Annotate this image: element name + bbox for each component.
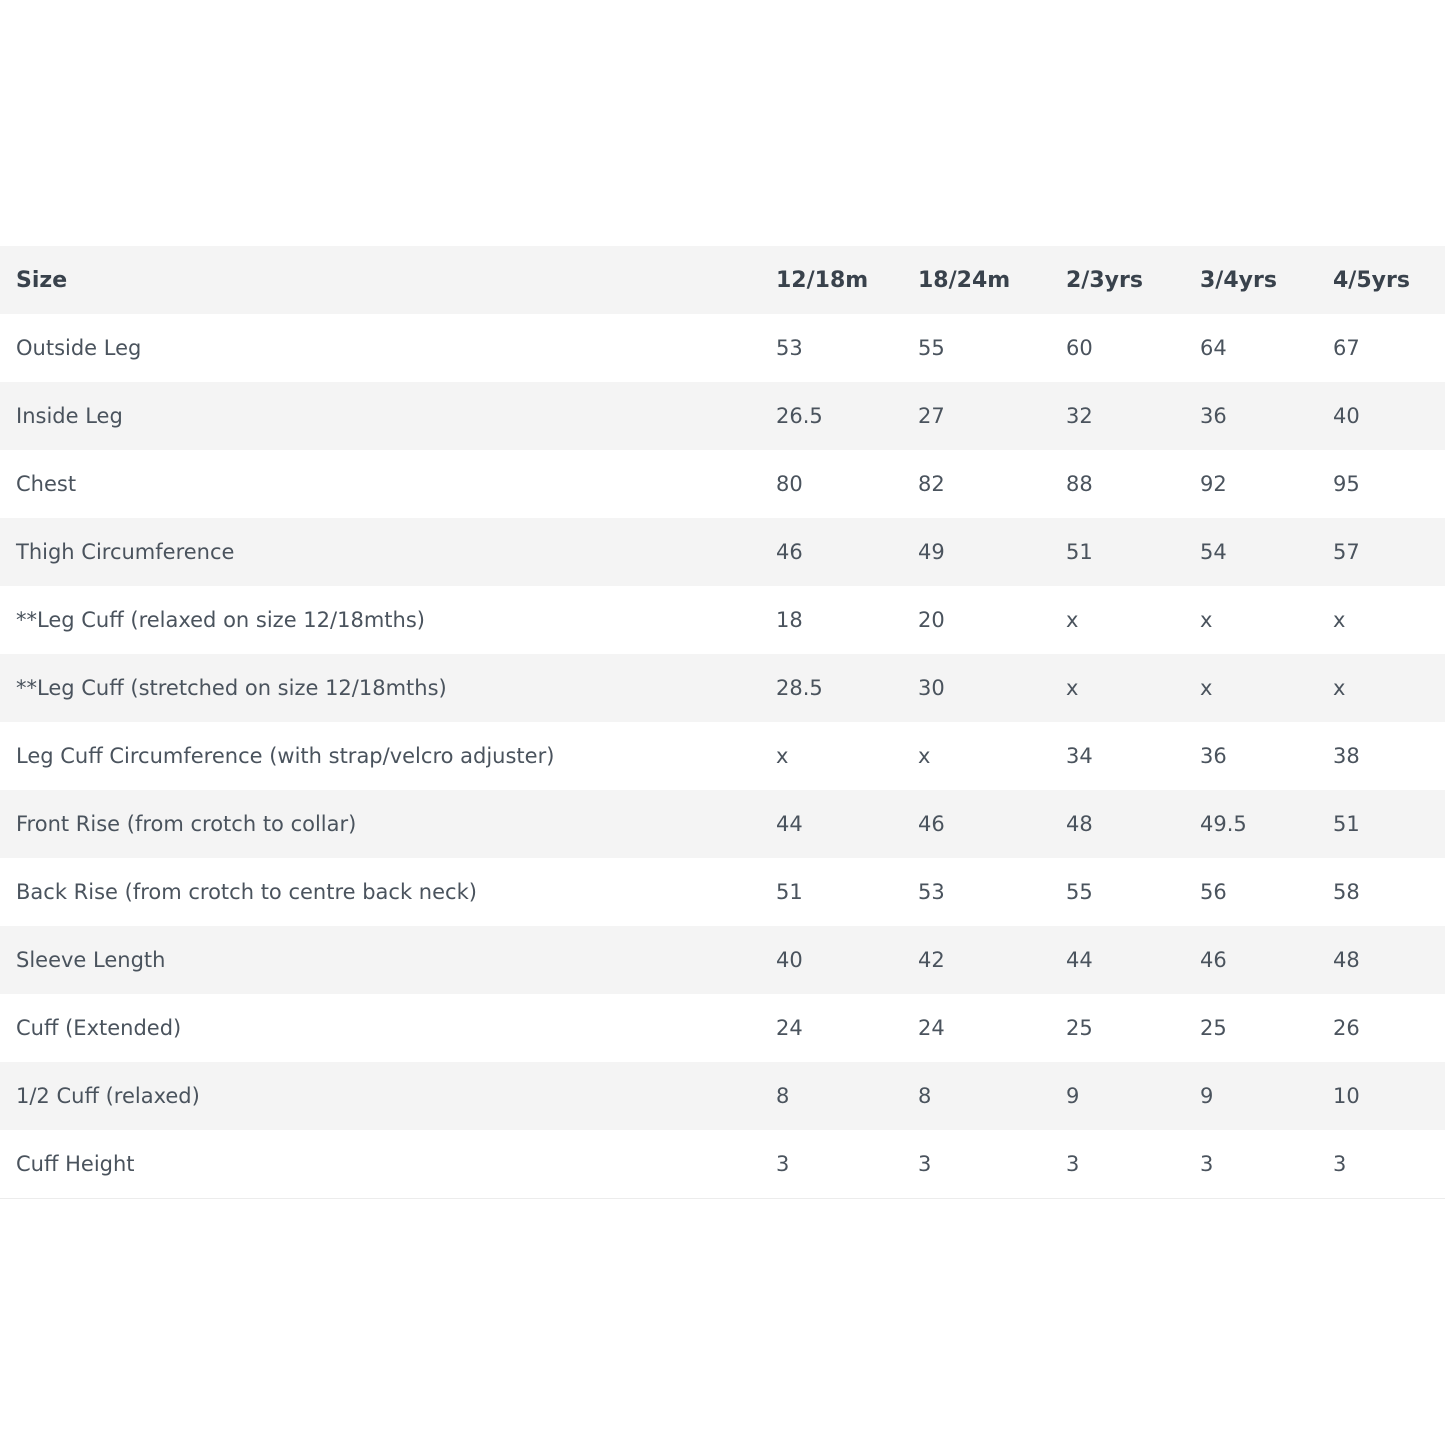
header-cell-2-3yrs: 2/3yrs: [1066, 267, 1143, 293]
measurement-value: 44: [776, 812, 803, 836]
table-row: [0, 314, 1445, 382]
measurement-value: 8: [918, 1084, 932, 1108]
measurement-label: Cuff (Extended): [16, 1016, 182, 1040]
measurement-value: 46: [918, 812, 945, 836]
size-chart-table: [0, 246, 1445, 1199]
measurement-value: 30: [918, 676, 945, 700]
measurement-label: **Leg Cuff (relaxed on size 12/18mths): [16, 608, 425, 632]
measurement-value: 3: [776, 1151, 790, 1176]
measurement-value: 3: [1333, 1151, 1347, 1176]
table-row: [0, 1062, 1445, 1130]
table-row: [0, 450, 1445, 518]
measurement-value: 82: [918, 472, 945, 496]
header-cell-18-24m: 18/24m: [918, 267, 1011, 293]
measurement-value: 10: [1333, 1084, 1360, 1108]
header-cell-3-4yrs: 3/4yrs: [1200, 267, 1277, 293]
measurement-value: 48: [1333, 948, 1360, 972]
measurement-value: 9: [1066, 1084, 1080, 1108]
measurement-value: 24: [776, 1016, 803, 1040]
measurement-value: 20: [918, 608, 945, 632]
measurement-value: 54: [1200, 540, 1227, 564]
measurement-value: 40: [776, 948, 803, 972]
table-row: [0, 382, 1445, 450]
header-cell-12-18m: 12/18m: [776, 267, 869, 293]
measurement-value: 46: [776, 540, 803, 564]
measurement-value: 51: [1333, 812, 1360, 836]
measurement-value: 28.5: [776, 676, 823, 700]
measurement-value: 95: [1333, 472, 1360, 496]
measurement-value: 60: [1066, 336, 1093, 360]
measurement-value: 88: [1066, 472, 1093, 496]
measurement-label: Chest: [16, 472, 77, 496]
measurement-value: x: [918, 744, 931, 768]
measurement-value: 92: [1200, 472, 1227, 496]
measurement-value: 80: [776, 472, 803, 496]
size-chart-body: [0, 314, 1445, 1198]
measurement-label: Cuff Height: [16, 1151, 135, 1176]
measurement-value: 36: [1200, 404, 1227, 428]
measurement-label: Back Rise (from crotch to centre back neck): [16, 880, 477, 904]
table-row: [0, 722, 1445, 790]
measurement-label: 1/2 Cuff (relaxed): [16, 1084, 200, 1108]
measurement-value: x: [1066, 676, 1079, 700]
measurement-value: 42: [918, 948, 945, 972]
table-row: [0, 926, 1445, 994]
measurement-value: 3: [918, 1151, 932, 1176]
measurement-value: 25: [1066, 1016, 1093, 1040]
measurement-value: 53: [918, 880, 945, 904]
table-row: [0, 994, 1445, 1062]
measurement-value: 46: [1200, 948, 1227, 972]
header-cell-size: Size: [16, 267, 68, 293]
measurement-value: x: [1333, 608, 1346, 632]
measurement-value: 67: [1333, 336, 1360, 360]
header-row: [0, 246, 1445, 314]
measurement-label: Outside Leg: [16, 336, 142, 360]
measurement-value: 26: [1333, 1016, 1360, 1040]
measurement-value: x: [776, 744, 789, 768]
measurement-value: 51: [776, 880, 803, 904]
measurement-value: 24: [918, 1016, 945, 1040]
table-row: [0, 586, 1445, 654]
measurement-label: Front Rise (from crotch to collar): [16, 812, 357, 836]
measurement-value: 34: [1066, 744, 1093, 768]
table-row: [0, 1130, 1445, 1198]
measurement-value: 8: [776, 1084, 790, 1108]
table-row: [0, 790, 1445, 858]
measurement-value: x: [1200, 676, 1213, 700]
measurement-value: 55: [918, 336, 945, 360]
measurement-label: Inside Leg: [16, 404, 123, 428]
measurement-value: 27: [918, 404, 945, 428]
measurement-label: **Leg Cuff (stretched on size 12/18mths): [16, 676, 447, 700]
header-cell-4-5yrs: 4/5yrs: [1333, 267, 1410, 293]
table-row: [0, 858, 1445, 926]
measurement-label: Sleeve Length: [16, 948, 166, 972]
measurement-value: 38: [1333, 744, 1360, 768]
measurement-value: 32: [1066, 404, 1093, 428]
table-row: [0, 654, 1445, 722]
size-chart-header: [0, 246, 1445, 314]
measurement-label: Thigh Circumference: [16, 540, 235, 564]
measurement-value: 26.5: [776, 404, 823, 428]
measurement-value: 51: [1066, 540, 1093, 564]
measurement-value: 48: [1066, 812, 1093, 836]
measurement-value: 64: [1200, 336, 1227, 360]
measurement-value: 49.5: [1200, 812, 1247, 836]
measurement-value: 25: [1200, 1016, 1227, 1040]
measurement-value: 9: [1200, 1084, 1214, 1108]
measurement-value: 53: [776, 336, 803, 360]
measurement-value: 3: [1066, 1151, 1080, 1176]
measurement-value: 3: [1200, 1151, 1214, 1176]
measurement-value: 55: [1066, 880, 1093, 904]
measurement-value: x: [1066, 608, 1079, 632]
measurement-value: 44: [1066, 948, 1093, 972]
measurement-value: 18: [776, 608, 803, 632]
table-row: [0, 518, 1445, 586]
measurement-value: 58: [1333, 880, 1360, 904]
measurement-value: x: [1333, 676, 1346, 700]
measurement-value: x: [1200, 608, 1213, 632]
measurement-value: 40: [1333, 404, 1360, 428]
measurement-value: 57: [1333, 540, 1360, 564]
measurement-value: 56: [1200, 880, 1227, 904]
measurement-value: 49: [918, 540, 945, 564]
measurement-label: Leg Cuff Circumference (with strap/velcro adjuster): [16, 744, 555, 768]
measurement-value: 36: [1200, 744, 1227, 768]
